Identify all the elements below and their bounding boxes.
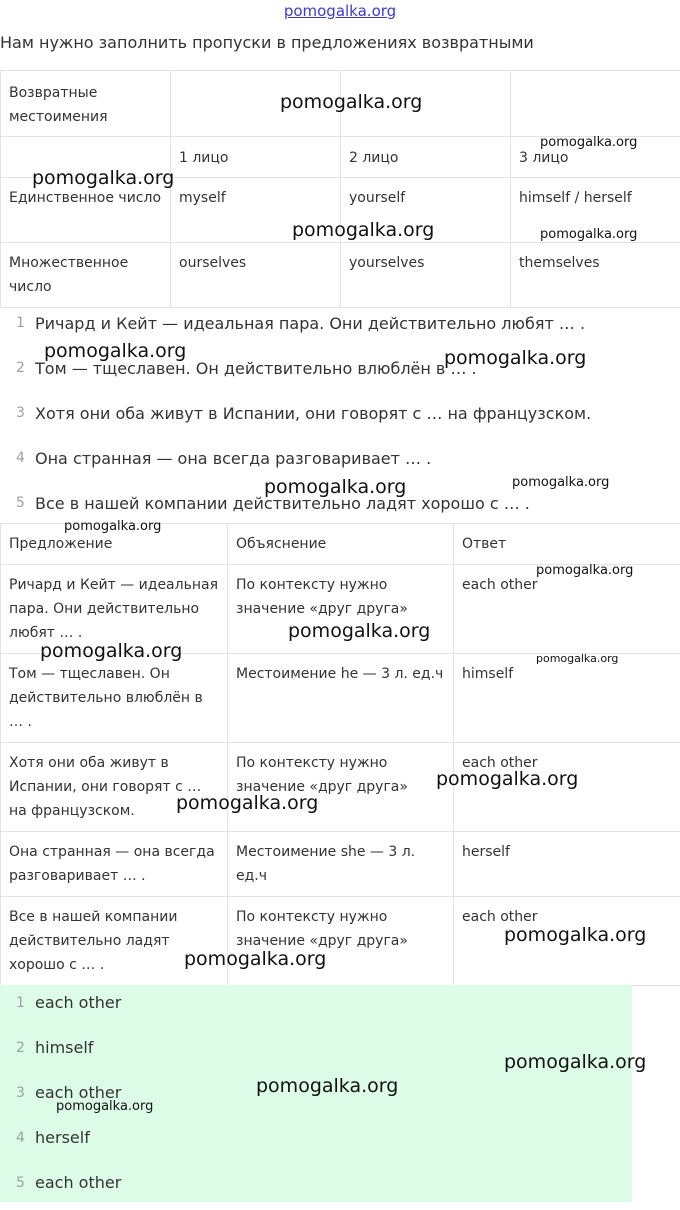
answer-text: each other	[35, 1083, 121, 1102]
watermark: pomogalka.org	[32, 167, 174, 189]
list-item	[0, 400, 680, 445]
task-text: Хотя они оба живут в Испании, они говорят с … на французском.	[35, 404, 591, 423]
watermark: pomogalka.org	[540, 135, 637, 150]
task-text: Она странная — она всегда разговаривает … .	[35, 449, 431, 468]
watermark: pomogalka.org	[288, 620, 430, 642]
list-item	[0, 985, 632, 1030]
site-header-link[interactable]: pomogalka.org	[0, 2, 680, 20]
watermark: pomogalka.org	[264, 476, 406, 498]
table-row	[1, 832, 680, 897]
watermark: pomogalka.org	[444, 347, 586, 369]
sentence-cell: Она странная — она всегда разговаривает … .	[1, 832, 228, 897]
answer-text: herself	[35, 1128, 90, 1147]
column-header: 1 лицо	[171, 137, 341, 178]
watermark: pomogalka.org	[504, 1051, 646, 1073]
item-number: 3	[16, 405, 25, 421]
item-number: 2	[16, 1040, 25, 1056]
answer-cell: himself	[454, 654, 680, 743]
sentence-cell: Том — тщеславен. Он действительно влюблён в … .	[1, 654, 228, 743]
item-number: 4	[16, 1130, 25, 1146]
answer-cell: each other	[454, 743, 680, 832]
watermark: pomogalka.org	[536, 652, 618, 665]
item-number: 4	[16, 450, 25, 466]
table-cell	[511, 71, 680, 137]
watermark: pomogalka.org	[536, 563, 633, 578]
task-text: Ричард и Кейт — идеальная пара. Они действительно любят … .	[35, 314, 585, 333]
watermark: pomogalka.org	[56, 1099, 153, 1114]
item-number: 5	[16, 1175, 25, 1191]
answer-text: each other	[35, 1173, 121, 1192]
table-row	[1, 243, 680, 308]
row-label: Единственное число	[1, 178, 171, 243]
watermark: pomogalka.org	[436, 768, 578, 790]
explanation-cell: По контексту нужно значение «друг друга»	[228, 897, 454, 986]
column-header: 2 лицо	[341, 137, 511, 178]
task-text: Том — тщеславен. Он действительно влюблён в … .	[35, 359, 477, 378]
table-cell: ourselves	[171, 243, 341, 308]
watermark: pomogalka.org	[64, 519, 161, 534]
column-header: Предложение	[1, 524, 228, 565]
sentence-cell: Все в нашей компании действительно ладят хорошо с … .	[1, 897, 228, 986]
item-number: 2	[16, 360, 25, 376]
intro-text: Нам нужно заполнить пропуски в предложениях возвратными	[0, 33, 680, 52]
answer-cell: each other	[454, 897, 680, 986]
watermark: pomogalka.org	[292, 219, 434, 241]
answer-cell: each other	[454, 565, 680, 654]
list-item	[0, 1120, 632, 1165]
watermark: pomogalka.org	[184, 948, 326, 970]
table-cell: yourselves	[341, 243, 511, 308]
answer-cell: herself	[454, 832, 680, 897]
watermark: pomogalka.org	[512, 475, 609, 490]
list-item	[0, 1165, 632, 1210]
table-row	[1, 654, 680, 743]
column-header: Ответ	[454, 524, 680, 565]
watermark: pomogalka.org	[176, 792, 318, 814]
watermark: pomogalka.org	[256, 1075, 398, 1097]
item-number: 3	[16, 1085, 25, 1101]
explanation-cell: По контексту нужно значение «друг друга»	[228, 743, 454, 832]
item-number: 1	[16, 315, 25, 331]
item-number: 5	[16, 495, 25, 511]
watermark: pomogalka.org	[504, 924, 646, 946]
explanation-cell: По контексту нужно значение «друг друга»	[228, 565, 454, 654]
sentence-cell: Хотя они оба живут в Испании, они говорят с … на французском.	[1, 743, 228, 832]
explanation-cell: Местоимение she — 3 л. ед.ч	[228, 832, 454, 897]
answer-list	[0, 985, 632, 1210]
watermark: pomogalka.org	[280, 91, 422, 113]
explanation-table	[0, 523, 680, 986]
item-number: 1	[16, 995, 25, 1011]
watermark: pomogalka.org	[40, 640, 182, 662]
answer-text: himself	[35, 1038, 93, 1057]
explanation-cell: Местоимение he — 3 л. ед.ч	[228, 654, 454, 743]
sentence-cell: Ричард и Кейт — идеальная пара. Они действительно любят … .	[1, 565, 228, 654]
table-cell: themselves	[511, 243, 680, 308]
pronoun-table-title: Возвратные местоимения	[1, 71, 171, 137]
watermark: pomogalka.org	[540, 227, 637, 242]
column-header: Объяснение	[228, 524, 454, 565]
task-text: Все в нашей компании действительно ладят хорошо с … .	[35, 494, 530, 513]
watermark: pomogalka.org	[44, 340, 186, 362]
answer-text: each other	[35, 993, 121, 1012]
table-cell: himself / herself	[511, 178, 680, 243]
row-label: Множественное число	[1, 243, 171, 308]
table-cell: yourself	[341, 178, 511, 243]
column-header: 3 лицо	[511, 137, 680, 178]
table-cell: myself	[171, 178, 341, 243]
